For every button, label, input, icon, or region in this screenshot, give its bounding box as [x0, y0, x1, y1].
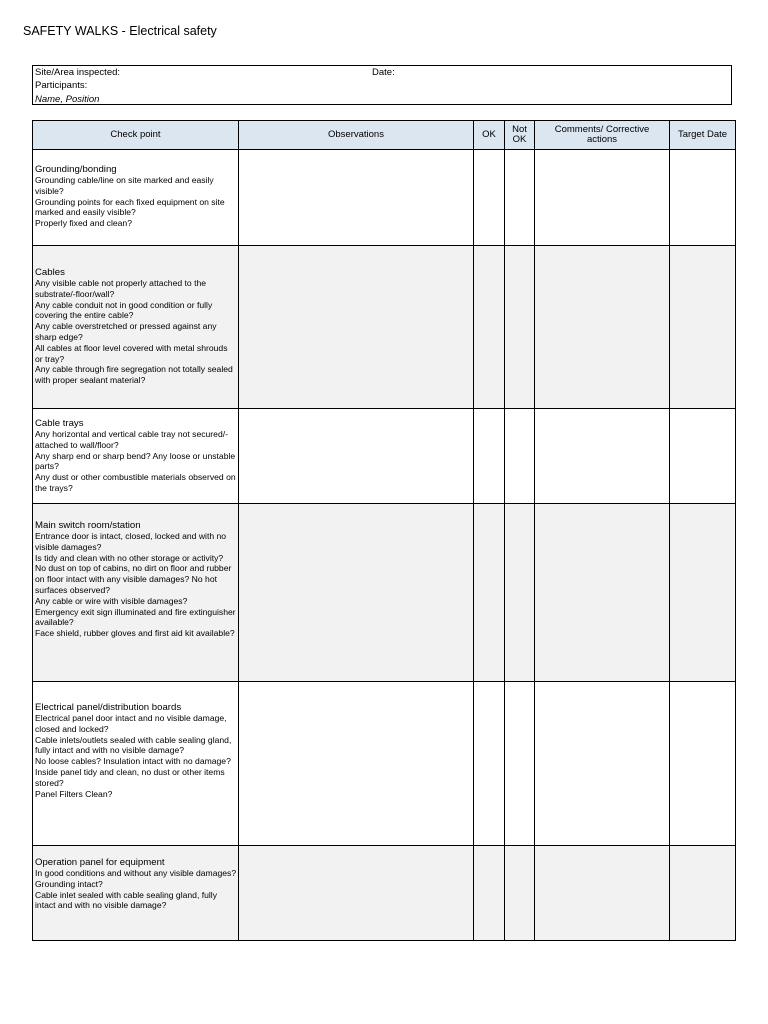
check-point-cell: [33, 846, 239, 941]
comments-cell[interactable]: [535, 246, 670, 409]
observations-cell[interactable]: [239, 246, 474, 409]
comments-cell[interactable]: [535, 682, 670, 846]
check-item: In good conditions and without any visible damages?: [35, 868, 237, 878]
check-item: Panel Filters Clean?: [35, 788, 113, 799]
check-point-cell: [33, 246, 239, 409]
comments-cell[interactable]: [535, 150, 670, 246]
check-item: Electrical panel door intact and no visible damage, closed and locked?: [35, 713, 227, 734]
section-title: Grounding/bonding: [35, 164, 117, 175]
table-row: [33, 682, 736, 846]
check-item: Any cable overstretched or pressed against any sharp edge?: [35, 321, 217, 342]
table-row: [33, 504, 736, 682]
ok-cell[interactable]: [474, 150, 505, 246]
inspection-info-box: [32, 65, 732, 105]
check-item: Any dust or other combustible materials observed on the trays?: [35, 472, 236, 493]
header-comments: Comments/ Corrective actions: [535, 121, 670, 150]
check-point-cell: [33, 504, 239, 682]
target-date-cell[interactable]: [670, 682, 736, 846]
header-target-date: Target Date: [670, 121, 736, 150]
not-ok-cell[interactable]: [505, 504, 535, 682]
target-date-cell[interactable]: [670, 246, 736, 409]
section-title: Electrical panel/distribution boards: [35, 702, 182, 713]
check-point-cell: [33, 682, 239, 846]
ok-cell[interactable]: [474, 682, 505, 846]
participants-hint: Name, Position: [35, 94, 100, 105]
check-item: Is tidy and clean with no other storage or activity?: [35, 552, 224, 563]
observations-cell[interactable]: [239, 846, 474, 941]
observations-cell[interactable]: [239, 504, 474, 682]
check-item: Face shield, rubber gloves and first aid kit available?: [35, 628, 235, 639]
site-area-label: Site/Area inspected:: [35, 67, 121, 78]
comments-cell[interactable]: [535, 504, 670, 682]
check-item: Grounding intact?: [35, 878, 103, 889]
ok-cell[interactable]: [474, 409, 505, 504]
header-not-ok: Not OK: [505, 121, 535, 150]
check-item: No dust on top of cabins, no dirt on floor and rubber on floor intact with any visible damages? No hot surfaces observed?: [35, 563, 232, 595]
header-ok: OK: [474, 121, 505, 150]
check-item: Entrance door is intact, closed, locked and with no visible damages?: [35, 531, 227, 552]
check-item: Any visible cable not properly attached to the substrate/-floor/wall?: [35, 278, 207, 299]
check-item: Cable inlets/outlets sealed with cable sealing gland, fully intact and with no visible damage?: [35, 734, 232, 756]
observations-cell[interactable]: [239, 682, 474, 846]
not-ok-cell[interactable]: [505, 409, 535, 504]
check-item: Any cable or wire with visible damages?: [35, 595, 188, 606]
check-item: Inside panel tidy and clean, no dust or other items stored?: [35, 766, 225, 788]
check-item: All cables at floor level covered with metal shrouds or tray?: [35, 342, 228, 364]
table-row: [33, 409, 736, 504]
target-date-cell[interactable]: [670, 150, 736, 246]
target-date-cell[interactable]: [670, 846, 736, 941]
not-ok-cell[interactable]: [505, 246, 535, 409]
check-item: Grounding points for each fixed equipment on site marked and easily visible?: [35, 196, 225, 218]
target-date-cell[interactable]: [670, 409, 736, 504]
not-ok-cell[interactable]: [505, 682, 535, 846]
header-check-point: Check point: [33, 121, 239, 150]
table-row: [33, 246, 736, 409]
ok-cell[interactable]: [474, 504, 505, 682]
observations-cell[interactable]: [239, 409, 474, 504]
table-row: [33, 150, 736, 246]
not-ok-cell[interactable]: [505, 150, 535, 246]
comments-cell[interactable]: [535, 409, 670, 504]
check-item: Emergency exit sign illuminated and fire extinguisher available?: [35, 606, 236, 628]
participants-label: Participants:: [35, 80, 88, 91]
section-title: Cables: [35, 267, 65, 278]
check-item: Any horizontal and vertical cable tray not secured/- attached to wall/floor?: [35, 429, 228, 450]
check-point-cell: [33, 150, 239, 246]
check-item: Grounding cable/line on site marked and easily visible?: [35, 175, 214, 196]
ok-cell[interactable]: [474, 846, 505, 941]
checklist-table: [32, 120, 736, 941]
header-observations: Observations: [239, 121, 474, 150]
section-title: Main switch room/station: [35, 520, 141, 531]
observations-cell[interactable]: [239, 150, 474, 246]
check-item: Any cable conduit not in good condition or fully covering the entire cable?: [35, 299, 213, 321]
ok-cell[interactable]: [474, 246, 505, 409]
target-date-cell[interactable]: [670, 504, 736, 682]
not-ok-cell[interactable]: [505, 846, 535, 941]
check-item: Any cable through fire segregation not totally sealed with proper sealant material?: [35, 364, 233, 386]
header-row: [33, 121, 736, 150]
check-item: No loose cables? Insulation intact with no damage?: [35, 756, 231, 767]
check-point-cell: [33, 409, 239, 504]
check-item: Cable inlet sealed with cable sealing gland, fully intact and with no visible damage?: [35, 889, 218, 911]
comments-cell[interactable]: [535, 846, 670, 941]
table-row: [33, 846, 736, 941]
section-title: Cable trays: [35, 418, 84, 429]
date-label: Date:: [372, 67, 395, 78]
section-title: Operation panel for equipment: [35, 857, 165, 868]
check-item: Properly fixed and clean?: [35, 218, 132, 229]
check-item: Any sharp end or sharp bend? Any loose or unstable parts?: [35, 450, 236, 472]
page-title: SAFETY WALKS - Electrical safety: [23, 24, 217, 38]
